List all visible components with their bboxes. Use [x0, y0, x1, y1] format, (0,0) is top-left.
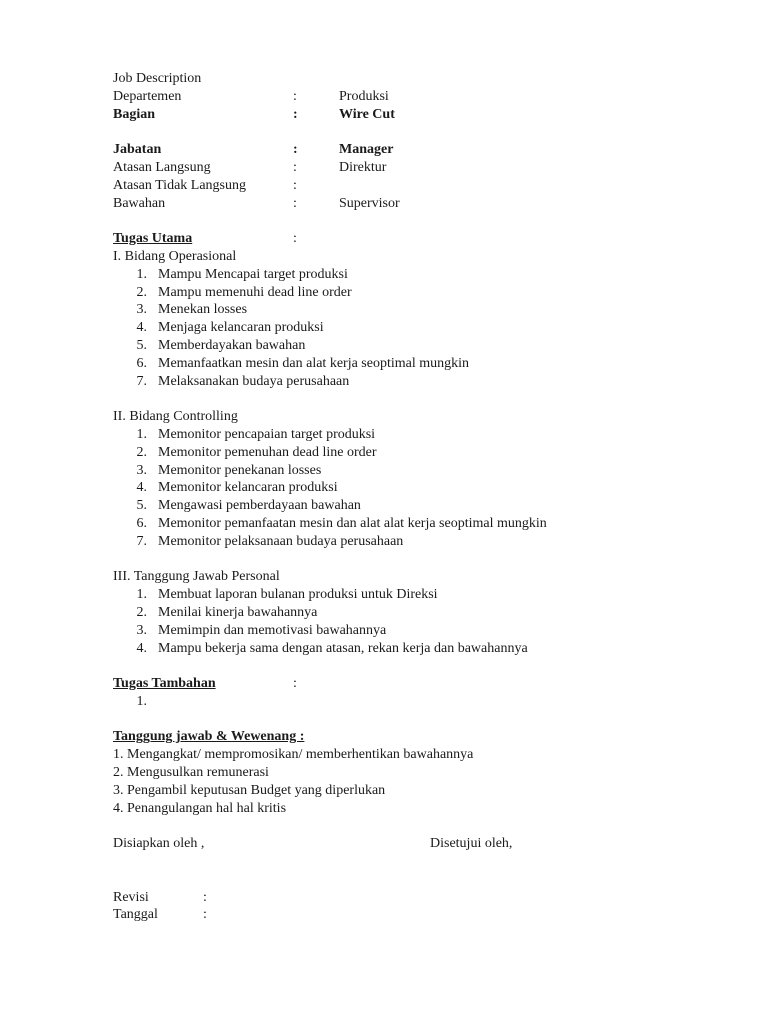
field-colon: :: [293, 231, 297, 247]
list-item: 3. Pengambil keputusan Budget yang diperlukan: [113, 782, 386, 798]
job-description-document: [113, 70, 713, 924]
field-value: Direktur: [339, 159, 387, 175]
field-colon: :: [293, 195, 297, 211]
field-atasan-langsung: [113, 159, 713, 177]
field-colon: :: [293, 177, 297, 193]
item-number: 7.: [136, 533, 147, 549]
tugas-utama-sections: [113, 248, 713, 675]
item-text: Menjaga kelancaran produksi: [158, 320, 324, 336]
item-text: Mampu memenuhi dead line order: [158, 284, 352, 300]
field-bagian: [113, 106, 713, 124]
item-text: Memonitor kelancaran produksi: [158, 480, 338, 496]
item-text: Menilai kinerja bawahannya: [158, 604, 318, 620]
tugas-tambahan-heading: Tugas Tambahan: [113, 676, 216, 692]
field-label: Atasan Langsung: [113, 159, 211, 175]
item-number: 5.: [136, 337, 147, 353]
item-text: Melaksanakan budaya perusahaan: [158, 373, 350, 389]
item-text: Menekan losses: [158, 302, 248, 318]
list-item: [113, 515, 713, 533]
list-item: [113, 319, 713, 337]
item-text: Mampu Mencapai target produksi: [158, 266, 348, 282]
spacer: [113, 853, 713, 871]
field-value: Manager: [339, 142, 394, 158]
item-number: 4.: [136, 480, 147, 496]
list-item: [113, 693, 713, 711]
spacer: [113, 817, 713, 835]
list-item: [113, 426, 713, 444]
field-colon: :: [293, 106, 298, 122]
signature-row: [113, 835, 713, 853]
field-label: Bagian: [113, 106, 156, 122]
tugas-utama-heading: Tugas Utama: [113, 231, 193, 247]
item-text: Memimpin dan memotivasi bawahannya: [158, 622, 387, 638]
item-number: 1.: [136, 587, 147, 603]
field-atasan-tidak-langsung: [113, 177, 713, 195]
item-number: 3.: [136, 462, 147, 478]
tanggal-label: Tanggal: [113, 907, 158, 923]
item-number: 1.: [136, 266, 147, 282]
field-label: Departemen: [113, 88, 182, 104]
field-colon: :: [293, 142, 298, 158]
item-text: Memonitor pelaksanaan budaya perusahaan: [158, 533, 404, 549]
field-colon: :: [293, 159, 297, 175]
prepared-by-label: Disiapkan oleh ,: [113, 836, 205, 852]
list-item: [113, 373, 713, 391]
field-departemen: [113, 88, 713, 106]
tugas-utama-heading-row: [113, 230, 713, 248]
list-item: [113, 479, 713, 497]
item-number: 3.: [136, 302, 147, 318]
item-number: 6.: [136, 355, 147, 371]
spacer: [113, 123, 713, 141]
item-text: Memonitor pemenuhan dead line order: [158, 444, 377, 460]
field-label: Bawahan: [113, 195, 166, 211]
item-text: Memonitor penekanan losses: [158, 462, 322, 478]
list-item: [113, 284, 713, 302]
revisi-row: [113, 889, 713, 907]
list-item: [113, 533, 713, 551]
field-value: Supervisor: [339, 195, 400, 211]
list-item: [113, 462, 713, 480]
section-title: III. Tanggung Jawab Personal: [113, 569, 280, 585]
item-number: 2.: [136, 444, 147, 460]
list-item: [113, 301, 713, 319]
spacer: [113, 871, 713, 889]
item-text: Membuat laporan bulanan produksi untuk Direksi: [158, 587, 438, 603]
item-number: 1.: [136, 426, 147, 442]
section-title: I. Bidang Operasional: [113, 248, 237, 264]
item-number: 7.: [136, 373, 147, 389]
spacer: [113, 711, 713, 729]
field-value: Wire Cut: [339, 106, 395, 122]
spacer: [113, 551, 713, 569]
item-number: 2.: [136, 604, 147, 620]
spacer: [113, 212, 713, 230]
list-item: 4. Penangulangan hal hal kritis: [113, 800, 287, 816]
field-colon: :: [203, 889, 207, 905]
field-colon: :: [293, 676, 297, 692]
tugas-tambahan-heading-row: [113, 675, 713, 693]
spacer: [113, 657, 713, 675]
field-label: Jabatan: [113, 142, 162, 158]
list-item: [113, 266, 713, 284]
list-item: [113, 444, 713, 462]
item-number: 2.: [136, 284, 147, 300]
section-title: II. Bidang Controlling: [113, 409, 238, 425]
item-number: 4.: [136, 640, 147, 656]
document-title: Job Description: [113, 71, 202, 86]
revisi-label: Revisi: [113, 889, 149, 905]
item-text: Memonitor pencapaian target produksi: [158, 426, 376, 442]
field-label: Atasan Tidak Langsung: [113, 177, 246, 193]
item-text: Memanfaatkan mesin dan alat kerja seoptimal mungkin: [158, 355, 470, 371]
field-colon: :: [293, 88, 297, 104]
item-number: 4.: [136, 320, 147, 336]
item-text: Memberdayakan bawahan: [158, 337, 306, 353]
item-text: Mampu bekerja sama dengan atasan, rekan kerja dan bawahannya: [158, 640, 528, 656]
tanggal-row: [113, 906, 713, 924]
item-text: Mengawasi pemberdayaan bawahan: [158, 498, 361, 514]
item-number: 3.: [136, 622, 147, 638]
approved-by-label: Disetujui oleh,: [430, 836, 513, 852]
list-item: [113, 622, 713, 640]
field-value: Produksi: [339, 88, 389, 104]
list-item: [113, 640, 713, 658]
list-item: 1. Mengangkat/ mempromosikan/ memberhentikan bawahannya: [113, 747, 474, 763]
list-item: [113, 586, 713, 604]
wewenang-heading: Tanggung jawab & Wewenang :: [113, 729, 305, 745]
list-item: [113, 497, 713, 515]
list-item: [113, 337, 713, 355]
field-jabatan: [113, 141, 713, 159]
list-item: 2. Mengusulkan remunerasi: [113, 765, 269, 781]
item-number: 5.: [136, 498, 147, 514]
item-number: 1.: [136, 693, 147, 709]
list-item: [113, 355, 713, 373]
spacer: [113, 390, 713, 408]
item-text: Memonitor pemanfaatan mesin dan alat alat kerja seoptimal mungkin: [158, 515, 547, 531]
field-bawahan: [113, 195, 713, 213]
field-colon: :: [203, 907, 207, 923]
list-item: [113, 604, 713, 622]
item-number: 6.: [136, 515, 147, 531]
